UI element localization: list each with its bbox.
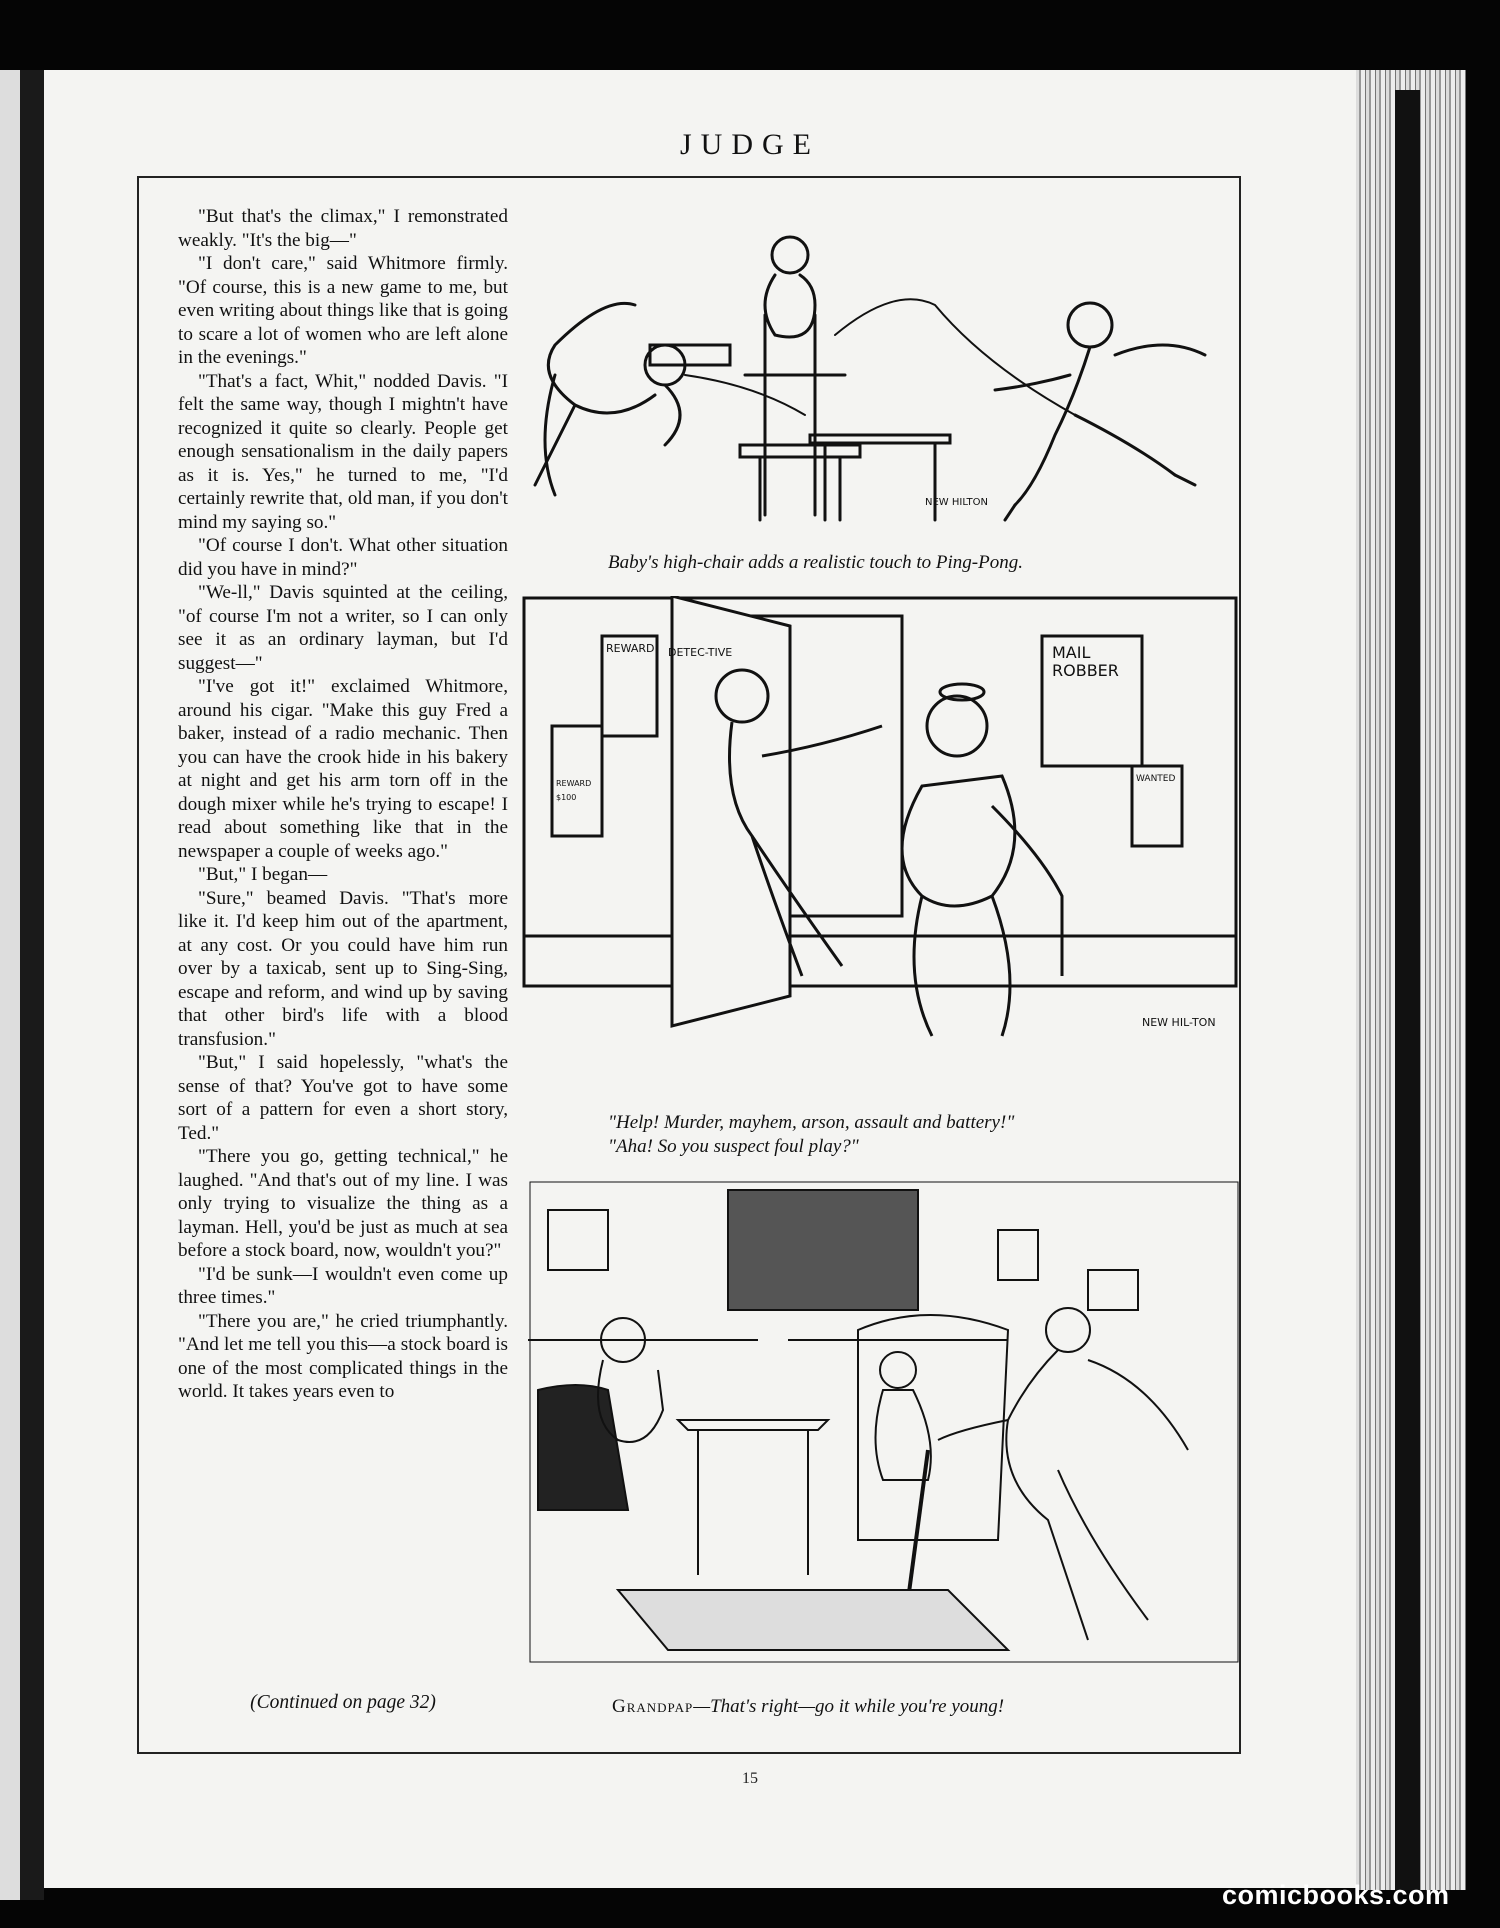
story-paragraph: "But," I said hopelessly, "what's the sense of that? You've got to have some sort of a pattern for even a short story, Ted." bbox=[178, 1052, 508, 1144]
detective-caption-line1: "Help! Murder, mayhem, arson, assault and battery!" bbox=[608, 1112, 1015, 1133]
story-paragraph: "I'd be sunk—I wouldn't even come up three times." bbox=[178, 1263, 508, 1308]
continued-note: (Continued on page 32) bbox=[250, 1692, 436, 1713]
running-head: JUDGE bbox=[680, 128, 820, 161]
reward-poster-text: REWARD bbox=[606, 642, 655, 655]
ping-pong-caption: Baby's high-chair adds a realistic touch to Ping-Pong. bbox=[608, 552, 1023, 573]
mail-poster-line1: MAIL bbox=[1052, 643, 1091, 662]
grandpap-cartoon bbox=[528, 1180, 1240, 1670]
grandpap-caption bbox=[612, 1696, 1004, 1718]
story-paragraph: "But that's the climax," I remonstrated weakly. "It's the big—" bbox=[178, 206, 508, 251]
ping-pong-cartoon bbox=[515, 215, 1235, 535]
page-number: 15 bbox=[742, 1770, 758, 1787]
story-paragraph: "That's a fact, Whit," nodded Davis. "I felt the same way, though I mightn't have recognized it quite so clearly. People get enough sensationalism in the daily papers as it is. Yes," he turned to me, "I'd certainly rewrite that, old man, if you don't mind my saying so." bbox=[178, 370, 508, 533]
story-paragraph: "I don't care," said Whitmore firmly. "Of course, this is a new game to me, but even writing about things like that is going to scare a lot of women who are left alone in the evenings." bbox=[178, 253, 508, 368]
reward-poster-small-text: REWARD bbox=[556, 779, 592, 788]
detective-cartoon bbox=[522, 596, 1238, 1096]
grandpap-caption-speaker: Grandpap bbox=[612, 1696, 694, 1717]
ping-pong-signature: NEW HILTON bbox=[925, 497, 988, 508]
detective-signature: NEW HIL-TON bbox=[1142, 1016, 1216, 1029]
ping-pong-illustration bbox=[515, 215, 1235, 535]
reward-poster-amount: $100 bbox=[556, 793, 577, 802]
story-column bbox=[178, 205, 508, 1404]
detective-illustration bbox=[522, 596, 1238, 1096]
story-paragraph: "But," I began— bbox=[198, 864, 328, 885]
binding-shadow bbox=[1395, 90, 1420, 1890]
facing-page-edge bbox=[0, 70, 20, 1900]
door-sign: DETEC-TIVE bbox=[668, 646, 733, 659]
story-paragraph: "Of course I don't. What other situation did you have in mind?" bbox=[178, 535, 508, 580]
grandpap-illustration bbox=[528, 1180, 1240, 1670]
mail-poster-line2: ROBBER bbox=[1052, 661, 1119, 680]
wanted-poster-text: WANTED bbox=[1136, 774, 1176, 784]
story-paragraph: "I've got it!" exclaimed Whitmore, around his cigar. "Make this guy Fred a baker, instead of a radio mechanic. Then you can have the crook hide in his bakery at night and get his arm torn off in the dough mixer while he's trying to escape! I read about something like that in the newspaper a couple of weeks ago." bbox=[178, 676, 508, 862]
site-watermark: comicbooks.com bbox=[1222, 1880, 1450, 1910]
grandpap-caption-text: —That's right—go it while you're young! bbox=[693, 1696, 1005, 1717]
book-spine bbox=[20, 70, 44, 1900]
story-paragraph: "There you are," he cried triumphantly. "And let me tell you this—a stock board is one of the most complicated things in the world. It takes years even to bbox=[178, 1310, 508, 1402]
story-paragraph: "We-ll," Davis squinted at the ceiling, "of course I'm not a writer, so I can only see it as an ordinary layman, but I'd suggest—" bbox=[178, 582, 508, 674]
story-paragraph: "Sure," beamed Davis. "That's more like it. I'd keep him out of the apartment, at any cost. Or you could have him run over by a taxicab, sent up to Sing-Sing, escape and reform, and wind up by saving that other bird's life with a blood transfusion." bbox=[178, 887, 508, 1050]
detective-caption-line2: "Aha! So you suspect foul play?" bbox=[608, 1136, 859, 1157]
story-paragraph: "There you go, getting technical," he laughed. "And that's out of my line. I was only trying to visualize the thing as a layman. Hell, you'd be just as much at sea before a stock board, now, wouldn't you?" bbox=[178, 1146, 508, 1261]
